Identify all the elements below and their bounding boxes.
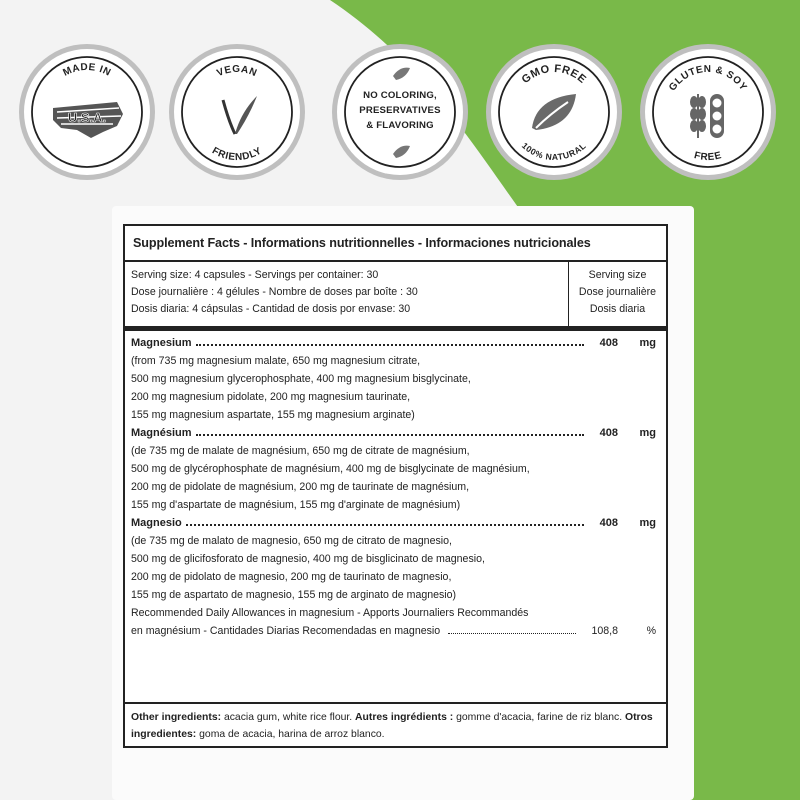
dot-leader <box>196 343 584 346</box>
nutrient-detail: (de 735 mg de malate de magnésium, 650 mg de citrate de magnésium, <box>131 445 470 457</box>
serving-header: Serving size <box>588 269 647 281</box>
nutrient-unit: mg <box>639 427 656 439</box>
rda-text-line2: en magnésium - Cantidades Diarias Recomendadas en magnesio <box>131 625 441 637</box>
badge-no-coloring <box>330 42 470 182</box>
nutrient-name: Magnesio <box>131 517 182 529</box>
nutrient-amount: 408 <box>599 337 618 349</box>
svg-text:MADE IN: MADE IN <box>61 61 113 79</box>
badge-gluten-soy-free <box>638 42 778 182</box>
supplement-facts-panel <box>123 224 668 748</box>
serving-header: Dosis diaria <box>589 303 646 315</box>
nutrient-detail: (from 735 mg magnesium malate, 650 mg magnesium citrate, <box>131 355 421 367</box>
other-ingredients-label-fr: Autres ingrédients : <box>355 712 454 723</box>
svg-text:VEGAN: VEGAN <box>215 63 259 80</box>
serving-info <box>125 262 666 331</box>
svg-text:FRIENDLY: FRIENDLY <box>210 145 264 164</box>
nutrient-row <box>131 514 660 532</box>
serving-left <box>125 262 568 326</box>
nutrient-detail: 200 mg de pidolate de magnésium, 200 mg de taurinate de magnésium, <box>131 481 470 493</box>
dot-leader <box>196 433 584 436</box>
badge-vegan <box>167 42 307 182</box>
dot-leader <box>186 523 584 526</box>
nutrient-detail: 200 mg de pidolato de magnesio, 200 mg de taurinato de magnesio, <box>131 571 452 583</box>
nutrient-amount: 408 <box>599 427 618 439</box>
serving-line: Dosis diaria: 4 cápsulas - Cantidad de dosis por envase: 30 <box>131 303 411 315</box>
nutrient-detail: 155 mg d'aspartate de magnésium, 155 mg d'arginate de magnésium) <box>131 499 461 511</box>
nutrient-detail: 500 mg de glicifosforato de magnesio, 400 mg de bisglicinato de magnesio, <box>131 553 485 565</box>
badge-line: NO COLORING, <box>363 90 437 101</box>
facts-title: Supplement Facts - Informations nutritionnelles - Informaciones nutricionales <box>125 226 666 262</box>
rda-row <box>131 622 660 640</box>
nutrient-detail: (de 735 mg de malato de magnesio, 650 mg de citrato de magnesio, <box>131 535 452 547</box>
svg-text:100% NATURAL: 100% NATURAL <box>519 140 589 163</box>
svg-text:U.S.A.: U.S.A. <box>67 110 107 125</box>
nutrient-detail: 155 mg magnesium aspartate, 155 mg magnesium arginate) <box>131 409 415 421</box>
rda-value: 108,8 <box>591 625 618 637</box>
svg-text:GLUTEN & SOY: GLUTEN & SOY <box>667 63 749 94</box>
badge-gmo-free <box>484 42 624 182</box>
nutrient-unit: mg <box>639 517 656 529</box>
badges-row <box>0 0 800 220</box>
svg-text:GMO FREE: GMO FREE <box>519 62 589 87</box>
nutrient-name: Magnesium <box>131 337 192 349</box>
badge-made-in-usa <box>17 42 157 182</box>
serving-right <box>568 262 666 326</box>
svg-text:FREE: FREE <box>692 150 724 164</box>
other-ingredients-label-es: Otros ingredientes: <box>131 712 653 740</box>
nutrient-detail: 200 mg magnesium pidolate, 200 mg magnesium taurinate, <box>131 391 411 403</box>
serving-line: Serving size: 4 capsules - Servings per container: 30 <box>131 269 379 281</box>
dot-leader <box>448 632 576 634</box>
serving-header: Dose journalière <box>578 286 657 298</box>
other-ingredients-text-en: acacia gum, white rice flour. <box>221 712 356 723</box>
rda-unit: % <box>646 625 656 637</box>
other-ingredients <box>125 702 666 746</box>
nutrient-name: Magnésium <box>131 427 192 439</box>
nutrient-detail: 500 mg de glycérophosphate de magnésium, 400 mg de bisglycinate de magnésium, <box>131 463 530 475</box>
badge-line: & FLAVORING <box>366 120 434 131</box>
nutrient-row <box>131 424 660 442</box>
nutrient-unit: mg <box>639 337 656 349</box>
rda-text-line1: Recommended Daily Allowances in magnesium - Apports Journaliers Recommandés <box>131 607 529 619</box>
badge-line: PRESERVATIVES <box>359 105 441 116</box>
other-ingredients-text-es: goma de acacia, harina de arroz blanco. <box>196 729 385 740</box>
serving-line: Dose journalière : 4 gélules - Nombre de doses par boîte : 30 <box>131 286 418 298</box>
nutrient-detail: 155 mg de aspartato de magnesio, 155 mg de arginato de magnesio) <box>131 589 457 601</box>
nutrient-amount: 408 <box>599 517 618 529</box>
other-ingredients-text-fr: gomme d'acacia, farine de riz blanc. <box>453 712 625 723</box>
nutrient-detail: 500 mg magnesium glycerophosphate, 400 mg magnesium bisglycinate, <box>131 373 471 385</box>
nutrient-row <box>131 334 660 352</box>
nutrients-list <box>125 331 666 640</box>
other-ingredients-label-en: Other ingredients: <box>131 712 222 723</box>
